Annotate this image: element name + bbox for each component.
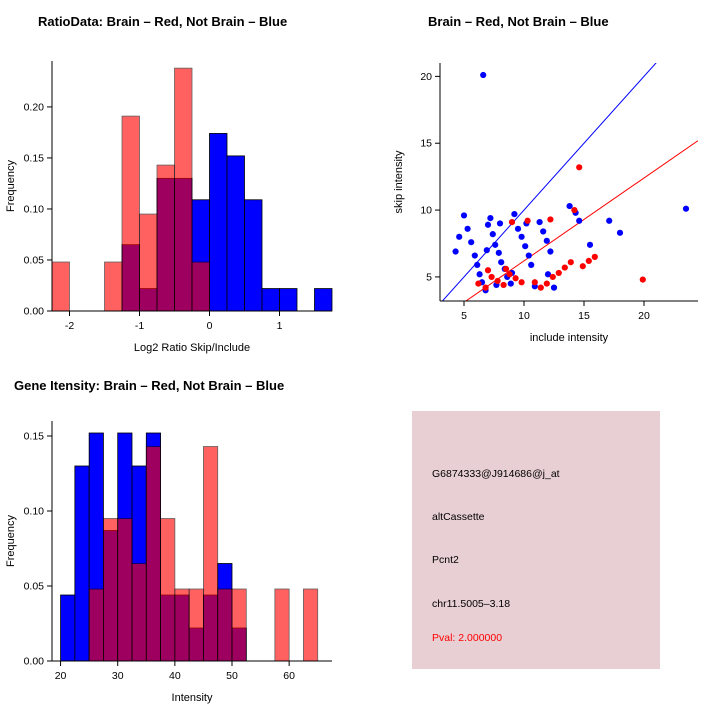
scatter-point-brain — [592, 254, 598, 260]
histogram-bar-brain — [303, 589, 317, 661]
ratio-histogram-plot — [0, 29, 360, 359]
histogram-bar-brain — [118, 519, 132, 662]
histogram-bar-brain — [122, 116, 140, 311]
intensity-bars — [61, 433, 318, 661]
info-line-gene: Pcnt2 — [432, 554, 459, 566]
scatter-point-notbrain — [472, 252, 478, 258]
scatter-point-brain — [538, 285, 544, 291]
histogram-bar-notbrain — [262, 289, 280, 311]
scatter-point-notbrain — [576, 218, 582, 224]
y-tick-label: 0.10 — [23, 505, 44, 518]
scatter-point-brain — [586, 258, 592, 264]
scatter-point-brain — [483, 285, 489, 291]
scatter-point-notbrain — [484, 247, 490, 253]
y-tick-label: 0.15 — [23, 430, 44, 443]
scatter-point-brain — [519, 279, 525, 285]
x-axis-label: Log2 Ratio Skip/Include — [133, 342, 251, 354]
histogram-bar-brain — [175, 589, 189, 661]
scatter-point-notbrain — [511, 211, 517, 217]
scatter-point-notbrain — [453, 248, 459, 254]
x-tick-label: 5 — [461, 310, 467, 322]
scatter-point-notbrain — [547, 248, 553, 254]
annotation-box — [412, 411, 660, 669]
x-axis-label: Intensity — [171, 692, 213, 704]
scatter-point-notbrain — [515, 226, 521, 232]
scatter-point-notbrain — [480, 72, 486, 78]
histogram-bar-brain — [192, 262, 210, 311]
info-line-event-type: altCassette — [432, 511, 485, 523]
panel-intensity-title: Gene Itensity: Brain – Red, Not Brain – Blue — [14, 378, 285, 393]
histogram-bar-brain — [189, 589, 203, 661]
x-tick-label: 50 — [226, 670, 238, 682]
x-tick-label: 1 — [276, 320, 283, 332]
scatter-point-brain — [547, 216, 553, 222]
histogram-bar-notbrain — [75, 466, 89, 661]
histogram-bar-notbrain — [227, 156, 245, 311]
x-tick-label: 20 — [54, 670, 67, 682]
scatter-point-brain — [485, 267, 491, 273]
scatter-point-notbrain — [468, 239, 474, 245]
scatter-point-brain — [568, 259, 574, 265]
scatter-point-notbrain — [617, 230, 623, 236]
y-tick-label: 0.20 — [23, 101, 44, 114]
scatter-point-notbrain — [508, 281, 514, 287]
x-tick-label: 40 — [169, 670, 181, 682]
x-tick-label: -2 — [64, 320, 75, 332]
scatter-point-brain — [501, 282, 507, 288]
info-line-pval: Pval: 2.000000 — [432, 632, 503, 644]
scatter-point-notbrain — [683, 206, 689, 212]
histogram-bar-brain — [218, 589, 232, 661]
histogram-bar-notbrain — [210, 133, 228, 311]
histogram-bar-brain — [105, 262, 123, 311]
panel-intensity-histogram — [0, 378, 360, 718]
histogram-bar-brain — [146, 447, 160, 662]
panel-ratio-histogram — [0, 14, 360, 364]
histogram-bar-brain — [52, 262, 70, 311]
scatter-point-brain — [503, 266, 509, 272]
info-line-locus: chr11.5005–3.18 — [432, 598, 511, 610]
scatter-point-notbrain — [497, 220, 503, 226]
scatter-point-brain — [525, 218, 531, 224]
scatter-point-notbrain — [474, 262, 480, 268]
y-tick-label: 5 — [426, 271, 432, 284]
ratio-bars — [52, 68, 332, 311]
scatter-point-brain — [562, 264, 568, 270]
scatter-point-brain — [580, 263, 586, 269]
panel-scatter — [380, 14, 720, 364]
histogram-bar-brain — [157, 165, 175, 311]
scatter-point-notbrain — [492, 242, 498, 248]
scatter-point-brain — [532, 279, 538, 285]
panel-scatter-title: Brain – Red, Not Brain – Blue — [428, 14, 609, 29]
y-tick-label: 0.15 — [23, 152, 44, 165]
scatter-point-notbrain — [587, 242, 593, 248]
scatter-point-notbrain — [526, 252, 532, 258]
histogram-bar-brain — [132, 564, 146, 662]
y-tick-label: 10 — [420, 204, 432, 217]
scatter-point-notbrain — [461, 212, 467, 218]
scatter-point-notbrain — [606, 218, 612, 224]
scatter-point-notbrain — [465, 226, 471, 232]
scatter-point-notbrain — [544, 238, 550, 244]
scatter-point-brain — [489, 274, 495, 280]
y-axis-label: skip intensity — [393, 150, 405, 214]
histogram-bar-brain — [140, 214, 158, 311]
x-tick-label: 20 — [638, 310, 650, 322]
histogram-bar-brain — [161, 519, 175, 662]
y-tick-label: 15 — [420, 137, 432, 150]
scatter-point-brain — [507, 271, 513, 277]
histogram-bar-brain — [103, 519, 117, 662]
scatter-point-notbrain — [540, 228, 546, 234]
scatter-point-notbrain — [498, 259, 504, 265]
histogram-bar-brain — [89, 589, 103, 661]
scatter-point-notbrain — [485, 222, 491, 228]
scatter-point-brain — [495, 278, 501, 284]
red-line — [440, 141, 698, 319]
scatter-point-notbrain — [522, 243, 528, 249]
scatter-point-brain — [550, 274, 556, 280]
scatter-point-notbrain — [490, 231, 496, 237]
y-tick-label: 0.05 — [23, 580, 44, 593]
y-tick-label: 20 — [420, 70, 432, 83]
intensity-histogram-plot — [0, 393, 360, 713]
y-tick-label: 0.00 — [23, 305, 44, 318]
x-tick-label: 30 — [111, 670, 124, 682]
histogram-bar-brain — [203, 447, 217, 662]
y-tick-label: 0.10 — [23, 203, 44, 216]
scatter-point-notbrain — [551, 285, 557, 291]
scatter-point-brain — [544, 281, 550, 287]
scatter-point-brain — [513, 275, 519, 281]
scatter-point-notbrain — [496, 250, 502, 256]
histogram-bar-notbrain — [315, 289, 333, 311]
y-axis-label: Frequency — [5, 160, 17, 212]
x-axis-label: include intensity — [529, 332, 609, 344]
histogram-bar-notbrain — [245, 200, 263, 311]
y-axis-label: Frequency — [5, 515, 17, 567]
x-tick-label: 15 — [578, 310, 590, 322]
x-tick-label: 0 — [206, 320, 213, 332]
scatter-point-brain — [576, 164, 582, 170]
scatter-point-notbrain — [537, 219, 543, 225]
scatter-point-brain — [556, 270, 562, 276]
scatter-point-brain — [571, 207, 577, 213]
y-tick-label: 0.05 — [23, 254, 44, 267]
y-tick-label: 0.00 — [23, 655, 44, 668]
x-tick-label: 10 — [518, 310, 530, 322]
scatter-point-notbrain — [487, 215, 493, 221]
scatter-point-notbrain — [456, 234, 462, 240]
scatter-point-notbrain — [477, 271, 483, 277]
scatter-point-brain — [475, 281, 481, 287]
scatter-point-notbrain — [519, 234, 525, 240]
scatter-point-brain — [640, 277, 646, 283]
scatter-points — [453, 72, 690, 293]
panel-ratio-title: RatioData: Brain – Red, Not Brain – Blue — [38, 14, 288, 29]
histogram-bar-notbrain — [61, 595, 75, 661]
info-line-probe: G6874333@J914686@j_at — [432, 468, 560, 480]
histogram-bar-notbrain — [280, 289, 298, 311]
x-tick-label: 60 — [283, 670, 295, 682]
scatter-point-notbrain — [528, 262, 534, 268]
x-tick-label: -1 — [134, 320, 145, 332]
scatter-point-notbrain — [567, 203, 573, 209]
histogram-bar-brain — [175, 68, 193, 311]
scatter-point-brain — [509, 219, 515, 225]
histogram-bar-brain — [232, 589, 246, 661]
histogram-bar-brain — [275, 589, 289, 661]
scatter-plot — [380, 29, 720, 359]
